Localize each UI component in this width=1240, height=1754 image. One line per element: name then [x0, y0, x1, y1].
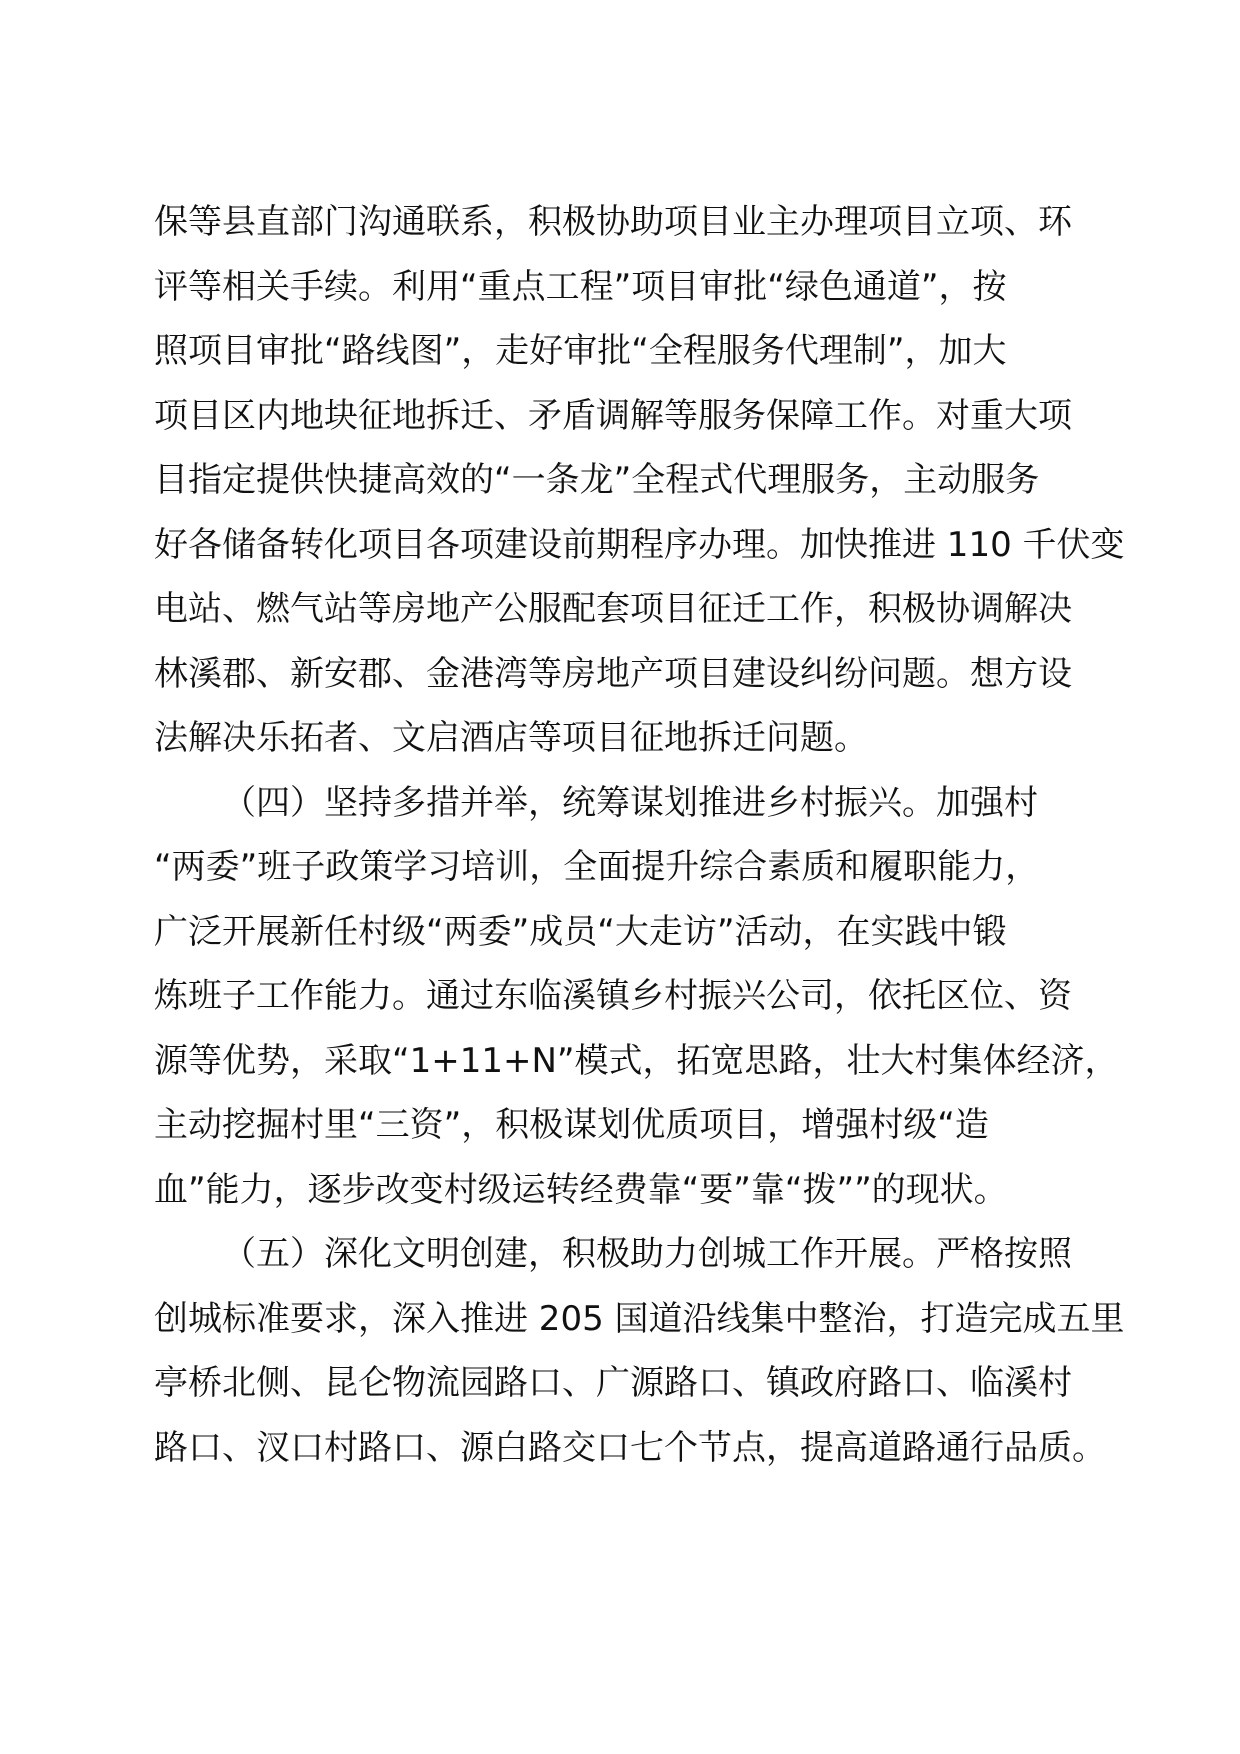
text-line-9: 法解决乐拓者、文启酒店等项目征地拆迁问题。: [154, 718, 868, 758]
text-line-18: 创城标准要求，深入推进 205 国道沿线集中整治，打造完成五里: [154, 1298, 1125, 1339]
text-line-1: 保等县直部门沟通联系，积极协助项目业主办理项目立项、环: [154, 202, 1072, 242]
section-heading-five: （五）深化文明创建，积极助力创城工作开展。严格按照: [222, 1234, 1072, 1274]
text-line-3: 照项目审批“路线图”，走好审批“全程服务代理制”，加大: [154, 331, 1007, 371]
text-line-16: 血”能力，逐步改变村级运转经费靠“要”靠“拨””的现状。: [154, 1169, 1008, 1210]
text-line-20: 路口、汊口村路口、源白路交口七个节点，提高道路通行品质。: [154, 1427, 1106, 1468]
text-line-8: 林溪郡、新安郡、金港湾等房地产项目建设纠纷问题。想方设: [154, 653, 1072, 694]
text-line-2: 评等相关手续。利用“重点工程”项目审批“绿色通道”，按: [154, 266, 1007, 307]
text-line-15: 主动挖掘村里“三资”，积极谋划优质项目，增强村级“造: [154, 1105, 989, 1145]
text-line-4: 项目区内地块征地拆迁、矛盾调解等服务保障工作。对重大项: [154, 395, 1072, 436]
section-heading-four: （四）坚持多措并举，统筹谋划推进乡村振兴。加强村: [222, 782, 1038, 823]
text-line-6: 好各储备转化项目各项建设前期程序办理。加快推进 110 千伏变: [154, 524, 1125, 565]
text-line-19: 亭桥北侧、昆仑物流园路口、广源路口、镇政府路口、临溪村: [154, 1363, 1072, 1403]
document-body: [154, 190, 1125, 1480]
text-line-11: “两委”班子政策学习培训，全面提升综合素质和履职能力，: [154, 847, 1040, 887]
text-line-7: 电站、燃气站等房地产公服配套项目征迁工作，积极协调解决: [154, 589, 1072, 629]
text-line-13: 炼班子工作能力。通过东临溪镇乡村振兴公司，依托区位、资: [154, 976, 1072, 1016]
text-line-14: 源等优势，采取“1+11+N”模式，拓宽思路，壮大村集体经济，: [154, 1040, 1119, 1081]
text-line-12: 广泛开展新任村级“两委”成员“大走访”活动，在实践中锻: [154, 911, 1007, 952]
text-line-5: 目指定提供快捷高效的“一条龙”全程式代理服务，主动服务: [154, 460, 1040, 500]
